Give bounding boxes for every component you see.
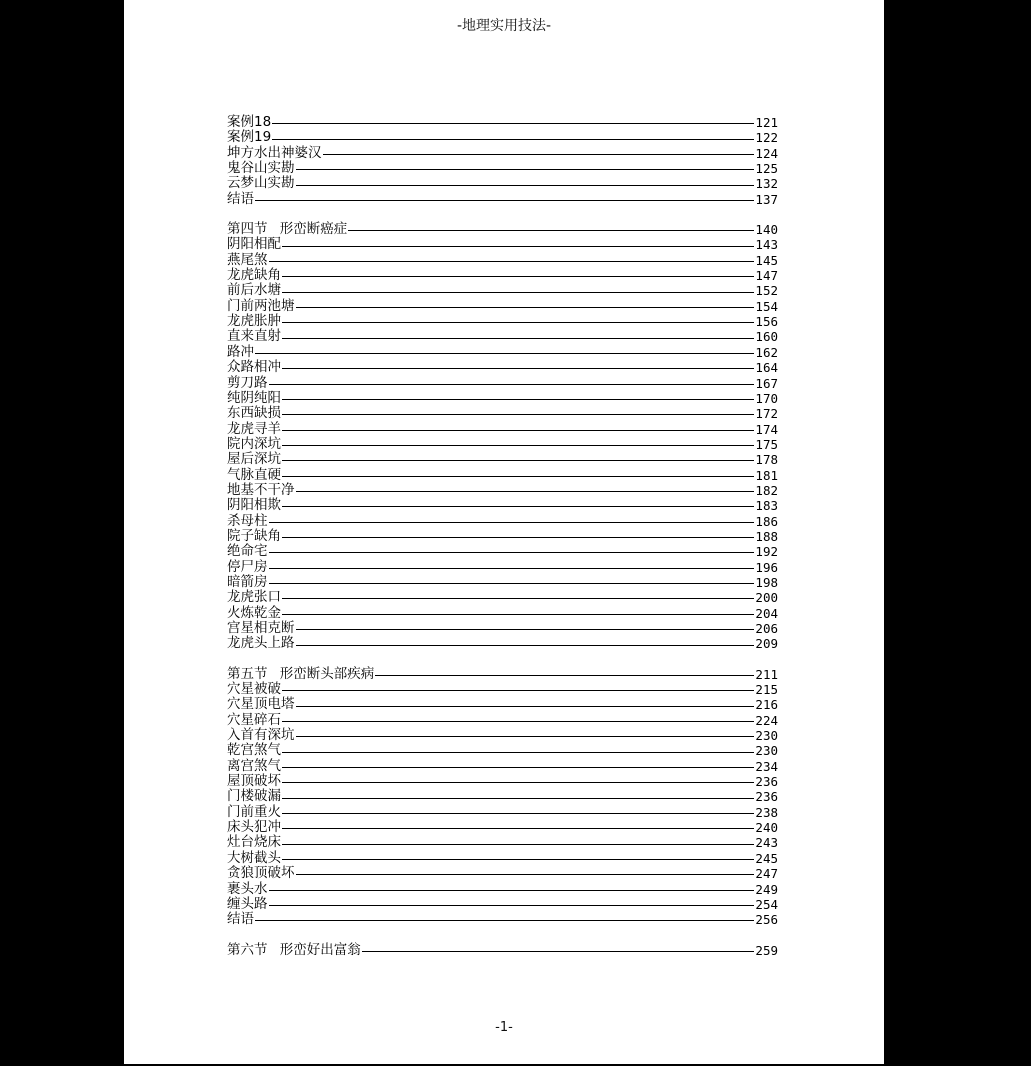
toc-entry-title: 穴星被破: [227, 681, 281, 698]
toc-entry-title: 院内深坑: [227, 435, 281, 452]
toc-entry-page-number: 145: [755, 252, 778, 268]
dot-leader: [282, 752, 754, 753]
dot-leader: [282, 614, 754, 615]
toc-entry-title: 穴星顶电塔: [227, 696, 295, 713]
toc-section-heading: [227, 667, 778, 682]
toc-entry: [227, 329, 778, 344]
toc-entry-page-number: 182: [755, 482, 778, 498]
toc-entry: [227, 437, 778, 452]
dot-leader: [255, 200, 754, 201]
dot-leader: [296, 169, 755, 170]
toc-entry-title: 屋顶破坏: [227, 773, 281, 790]
toc-entry: [227, 422, 778, 437]
toc-entry: [227, 529, 778, 544]
dot-leader: [296, 874, 755, 875]
dot-leader: [282, 430, 754, 431]
toc-entry-page-number: 164: [755, 360, 778, 376]
toc-entry: [227, 820, 778, 835]
toc-entry: [227, 176, 778, 191]
dot-leader: [282, 292, 754, 293]
toc-entry-title: 杀母柱: [227, 512, 268, 529]
toc-entry-page-number: 124: [755, 145, 778, 161]
dot-leader: [323, 154, 755, 155]
toc-entry-page-number: 236: [755, 774, 778, 790]
toc-entry-page-number: 174: [755, 421, 778, 437]
toc-entry: [227, 560, 778, 575]
toc-entry-title: 灶台烧床: [227, 834, 281, 851]
toc-entry-title: 东西缺损: [227, 405, 281, 422]
toc-entry-page-number: 211: [755, 666, 778, 682]
toc-entry: [227, 283, 778, 298]
dot-leader: [282, 828, 754, 829]
dot-leader: [282, 721, 754, 722]
toc-entry-page-number: 160: [755, 329, 778, 345]
toc-entry-title: 龙虎寻羊: [227, 420, 281, 437]
toc-entry-page-number: 137: [755, 191, 778, 207]
dot-leader: [296, 645, 755, 646]
dot-leader: [348, 230, 754, 231]
dot-leader: [282, 414, 754, 415]
dot-leader: [282, 598, 754, 599]
toc-entry-page-number: 256: [755, 912, 778, 928]
toc-entry: [227, 774, 778, 789]
toc-entry: [227, 483, 778, 498]
dot-leader: [269, 583, 755, 584]
toc-section-heading: [227, 943, 778, 958]
toc-entry-page-number: 162: [755, 344, 778, 360]
toc-entry-title: 鬼谷山实勘: [227, 160, 295, 177]
toc-entry-title: 穴星碎石: [227, 711, 281, 728]
toc-entry-page-number: 156: [755, 314, 778, 330]
toc-entry-page-number: 200: [755, 590, 778, 606]
toc-entry-page-number: 140: [755, 222, 778, 238]
toc-entry-page-number: 188: [755, 528, 778, 544]
toc-entry-title: 龙虎张口: [227, 589, 281, 606]
toc-entry: [227, 713, 778, 728]
toc-entry-page-number: 196: [755, 559, 778, 575]
section-gap: [227, 207, 778, 222]
toc-entry-page-number: 183: [755, 498, 778, 514]
dot-leader: [269, 522, 755, 523]
toc-entry: [227, 360, 778, 375]
toc-entry: [227, 805, 778, 820]
toc-entry-title: 床头犯冲: [227, 819, 281, 836]
dot-leader: [375, 675, 754, 676]
toc-entry: [227, 882, 778, 897]
toc-entry: [227, 575, 778, 590]
dot-leader: [255, 353, 754, 354]
toc-entry-title: 宫星相克断: [227, 620, 295, 636]
toc-entry: [227, 514, 778, 529]
toc-entry-page-number: 230: [755, 728, 778, 744]
toc-entry: [227, 835, 778, 850]
toc-entry-title: 案例19: [227, 129, 272, 146]
toc-entry-title: 入首有深坑: [227, 727, 295, 744]
dot-leader: [296, 307, 755, 308]
toc-entry-page-number: 240: [755, 820, 778, 836]
toc-entry-title: 大树截头: [227, 849, 281, 866]
dot-leader: [282, 537, 754, 538]
dot-leader: [282, 445, 754, 446]
toc-entry-page-number: 230: [755, 743, 778, 759]
toc-entry: [227, 866, 778, 881]
toc-entry: [227, 636, 778, 651]
toc-entry-title: 地基不干净: [227, 481, 295, 498]
toc-entry-title: 结语: [227, 190, 254, 207]
toc-entry: [227, 682, 778, 697]
toc-entry: [227, 851, 778, 866]
dot-leader: [282, 506, 754, 507]
toc-entry: [227, 115, 778, 130]
dot-leader: [296, 491, 755, 492]
dot-leader: [282, 798, 754, 799]
toc-entry-page-number: 152: [755, 283, 778, 299]
dot-leader: [282, 813, 754, 814]
toc-entry: [227, 192, 778, 207]
toc-entry-title: 门前重火: [227, 803, 281, 820]
toc-entry-page-number: 254: [755, 896, 778, 912]
toc-entry-title: 裹头水: [227, 880, 268, 897]
dot-leader: [269, 568, 755, 569]
toc-entry-page-number: 147: [755, 268, 778, 284]
toc-entry-page-number: 234: [755, 758, 778, 774]
dot-leader: [282, 767, 754, 768]
dot-leader: [296, 185, 755, 186]
toc-entry: [227, 314, 778, 329]
dot-leader: [282, 399, 754, 400]
dot-leader: [282, 460, 754, 461]
toc-entry-title: 门楼破漏: [227, 788, 281, 805]
toc-entry: [227, 912, 778, 927]
dot-leader: [282, 368, 754, 369]
toc-section-heading: [227, 222, 778, 237]
toc-entry-page-number: 243: [755, 835, 778, 851]
toc-entry-title: 缠头路: [227, 895, 268, 912]
toc-entry-title: 暗箭房: [227, 573, 268, 590]
toc-entry-page-number: 186: [755, 513, 778, 529]
dot-leader: [282, 338, 754, 339]
toc-entry-page-number: 215: [755, 682, 778, 698]
dot-leader: [269, 261, 755, 262]
dot-leader: [282, 276, 754, 277]
toc-entry: [227, 161, 778, 176]
toc-entry-page-number: 121: [755, 115, 778, 130]
section-gap: [227, 652, 778, 667]
dot-leader: [282, 690, 754, 691]
toc-entry-title: 纯阴纯阳: [227, 389, 281, 406]
toc-entry: [227, 452, 778, 467]
toc-entry: [227, 468, 778, 483]
toc-entry-title: 众路相冲: [227, 359, 281, 376]
dot-leader: [362, 951, 755, 952]
dot-leader: [272, 139, 754, 140]
toc-entry-title: 坤方水出神婆汉: [227, 144, 322, 161]
page-header: -地理实用技法-: [456, 18, 552, 34]
toc-entry: [227, 130, 778, 145]
dot-leader: [272, 123, 754, 124]
toc-entry: [227, 743, 778, 758]
page-number: -1-: [495, 1020, 513, 1035]
toc-entry-page-number: 224: [755, 712, 778, 728]
toc-entry-title: 乾宫煞气: [227, 742, 281, 759]
toc-entry: [227, 391, 778, 406]
dot-leader: [269, 552, 755, 553]
toc-entry-page-number: 238: [755, 804, 778, 820]
toc-entry: [227, 237, 778, 252]
section-gap: [227, 928, 778, 943]
toc-entry: [227, 268, 778, 283]
toc-entry: [227, 697, 778, 712]
toc-entry: [227, 728, 778, 743]
toc-entry: [227, 606, 778, 621]
toc-entry-title: 直来直射: [227, 328, 281, 345]
toc-entry-page-number: 198: [755, 574, 778, 590]
toc-entry-page-number: 175: [755, 436, 778, 452]
toc-entry-page-number: 247: [755, 866, 778, 882]
toc-entry-page-number: 172: [755, 406, 778, 422]
toc-entry: [227, 789, 778, 804]
dot-leader: [269, 384, 755, 385]
toc-entry-page-number: 245: [755, 850, 778, 866]
toc-entry-title: 第四节 形峦断癌症: [227, 221, 348, 238]
dot-leader: [282, 246, 754, 247]
toc-entry-title: 院子缺角: [227, 527, 281, 544]
dot-leader: [269, 890, 755, 891]
toc-entry: [227, 897, 778, 912]
toc-entry-title: 前后水塘: [227, 282, 281, 299]
toc-entry: [227, 253, 778, 268]
toc-entry-title: 气脉直硬: [227, 466, 281, 483]
toc-entry-page-number: 259: [755, 942, 778, 958]
toc-entry-page-number: 204: [755, 605, 778, 621]
toc-entry-title: 第六节 形峦好出富翁: [227, 941, 361, 958]
toc-entry-title: 燕尾煞: [227, 251, 268, 268]
toc-entry: [227, 146, 778, 161]
toc-entry-title: 路冲: [227, 343, 254, 360]
toc-entry-page-number: 122: [755, 130, 778, 146]
toc-entry-page-number: 181: [755, 467, 778, 483]
toc-entry-title: 停尸房: [227, 558, 268, 575]
toc-entry: [227, 498, 778, 513]
toc-entry-title: 离宫煞气: [227, 757, 281, 774]
toc-entry-title: 阴阳相配: [227, 236, 281, 253]
toc-entry-title: 案例18: [227, 114, 272, 130]
toc-entry-page-number: 216: [755, 697, 778, 713]
toc-entry-page-number: 167: [755, 375, 778, 391]
toc-entry: [227, 345, 778, 360]
toc-entry-title: 门前两池塘: [227, 297, 295, 314]
toc-entry: [227, 376, 778, 391]
dot-leader: [282, 859, 754, 860]
toc-entry-page-number: 154: [755, 298, 778, 314]
toc-entry-title: 龙虎缺角: [227, 267, 281, 284]
toc-entry-title: 阴阳相欺: [227, 497, 281, 514]
document-page: [124, 0, 884, 1064]
toc-entry: [227, 759, 778, 774]
toc-entry-page-number: 192: [755, 544, 778, 560]
toc-entry-page-number: 143: [755, 237, 778, 253]
toc-entry-title: 绝命宅: [227, 543, 268, 560]
toc-entry: [227, 299, 778, 314]
toc-entry-title: 云梦山实勘: [227, 175, 295, 192]
dot-leader: [269, 905, 755, 906]
table-of-contents: [227, 115, 778, 958]
toc-entry-title: 屋后深坑: [227, 451, 281, 468]
toc-entry-title: 结语: [227, 911, 254, 928]
dot-leader: [282, 844, 754, 845]
dot-leader: [282, 782, 754, 783]
toc-entry-page-number: 125: [755, 161, 778, 177]
dot-leader: [255, 920, 754, 921]
dot-leader: [296, 629, 755, 630]
dot-leader: [282, 476, 754, 477]
toc-entry-title: 第五节 形峦断头部疾病: [227, 665, 375, 682]
toc-entry-page-number: 178: [755, 452, 778, 468]
toc-entry-page-number: 170: [755, 390, 778, 406]
toc-entry: [227, 406, 778, 421]
toc-entry-page-number: 209: [755, 636, 778, 652]
toc-entry-title: 龙虎头上路: [227, 635, 295, 652]
toc-entry: [227, 590, 778, 605]
toc-entry-title: 龙虎胀肿: [227, 313, 281, 330]
toc-entry-page-number: 206: [755, 621, 778, 636]
toc-entry-page-number: 236: [755, 789, 778, 805]
toc-entry-title: 火炼乾金: [227, 604, 281, 621]
dot-leader: [282, 322, 754, 323]
dot-leader: [296, 736, 755, 737]
toc-entry-page-number: 249: [755, 881, 778, 897]
toc-entry: [227, 621, 778, 636]
toc-entry-title: 剪刀路: [227, 374, 268, 391]
toc-entry-page-number: 132: [755, 176, 778, 192]
dot-leader: [296, 706, 755, 707]
toc-entry: [227, 544, 778, 559]
toc-entry-title: 贪狼顶破坏: [227, 865, 295, 882]
